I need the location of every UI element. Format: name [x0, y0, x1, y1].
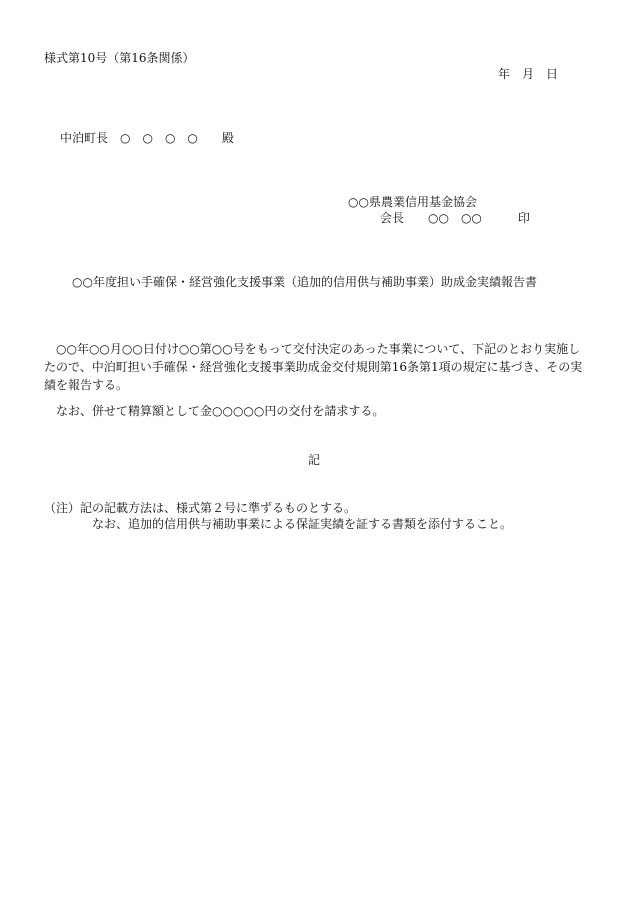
addressee: 中泊町長 ○ ○ ○ ○ 殿	[60, 131, 234, 145]
body-paragraph-1: ○○年○○月○○日付け○○第○○号をもって交付決定のあった事業について、下記のとおり実施したので、中泊町担い手確保・経営強化支援事業助成金交付規則第16条第1項の規定に基づき、その実績を報告する。	[44, 342, 583, 392]
sender-chairman: 会長 ○○ ○○ 印	[380, 211, 530, 225]
date-line: 年 月 日	[498, 67, 559, 81]
note-line-1: （注）記の記載方法は、様式第２号に準ずるものとする。	[44, 501, 357, 515]
form-number: 様式第10号（第16条関係）	[44, 51, 195, 65]
body-paragraph-2: なお、併せて精算額として金○○○○○円の交付を請求する。	[56, 404, 385, 418]
document-title: ○○年度担い手確保・経営強化支援事業（追加的信用供与補助事業）助成金実績報告書	[72, 275, 537, 289]
ki-heading: 記	[308, 453, 321, 467]
sender-organization: ○○県農業信用基金協会	[348, 195, 477, 209]
note-line-2: なお、追加的信用供与補助事業による保証実績を証する書類を添付すること。	[92, 517, 513, 531]
